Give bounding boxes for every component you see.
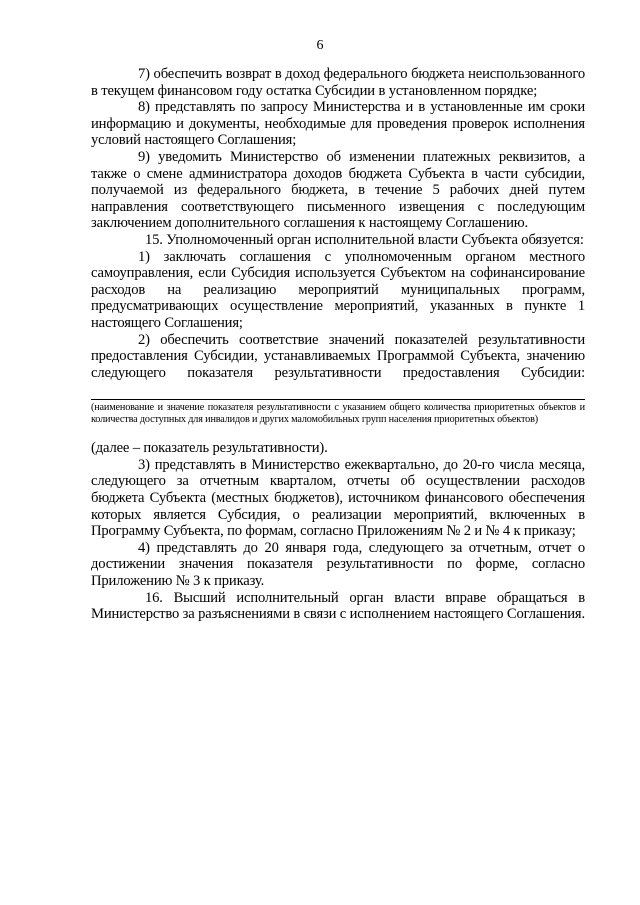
fill-in-footnote: (наименование и значение показателя результативности с указанием общего количества приоритетных объектов и количества доступных для инвалидов и других маломобильных групп населения приоритетных объектов): [91, 402, 585, 426]
paragraph-item-9: 9) уведомить Министерство об изменении платежных реквизитов, а также о смене администратора доходов бюджета Субъекта в части субсидии, получаемой из федерального бюджета, в течение 5 рабочих дней путем направления соответствующего письменного извещения с последующим заключением дополнительного соглашения к настоящему Соглашению.: [91, 148, 585, 232]
fill-in-line: [91, 399, 585, 400]
paragraph-item-8: 8) представлять по запросу Министерства и в установленные им сроки информацию и документы, необходимые для проведения проверок исполнения условий настоящего Соглашения;: [91, 99, 585, 149]
page-number: 6: [316, 38, 324, 53]
paragraph-section-16: 16. Высший исполнительный орган власти вправе обращаться в Министерство за разъяснениями в связи с исполнением настоящего Соглашения.: [91, 589, 585, 623]
paragraph-item-15-4: 4) представлять до 20 января года, следующего за отчетным, отчет о достижении значения показателя результативности по форме, согласно Приложению № 3 к приказу.: [91, 539, 585, 590]
paragraph-item-7: 7) обеспечить возврат в доход федерального бюджета неиспользованного в текущем финансовом году остатка Субсидии в установленном порядке;: [91, 66, 585, 99]
paragraph-item-15-3: 3) представлять в Министерство ежеквартально, до 20-го числа месяца, следующего за отчетным кварталом, отчеты об осуществлении расходов бюджета Субъекта (местных бюджетов), источником финансового обеспечения которых является Субсидия, о реализации мероприятий, включенных в Программу Субъекта, по формам, согласно Приложениям № 2 и № 4 к приказу;: [91, 456, 585, 540]
paragraph-item-15-2: 2) обеспечить соответствие значений показателей результативности предоставления Субсидии, устанавливаемых Программой Субъекта, значению следующего показателя результативности предоставления Субсидии:: [91, 331, 585, 381]
paragraph-item-15-1: 1) заключать соглашения с уполномоченным органом местного самоуправления, если Субсидия используется Субъектом на софинансирование расходов на реализацию мероприятий муниципальных программ, предусматривающих осуществление мероприятий, указанных в пункте 1 настоящего Соглашения;: [91, 248, 585, 331]
document-body: [91, 66, 585, 623]
paragraph-section-15: 15. Уполномоченный орган исполнительной власти Субъекта обязуется:: [145, 231, 584, 248]
paragraph-continuation: (далее – показатель результативности).: [91, 440, 328, 457]
